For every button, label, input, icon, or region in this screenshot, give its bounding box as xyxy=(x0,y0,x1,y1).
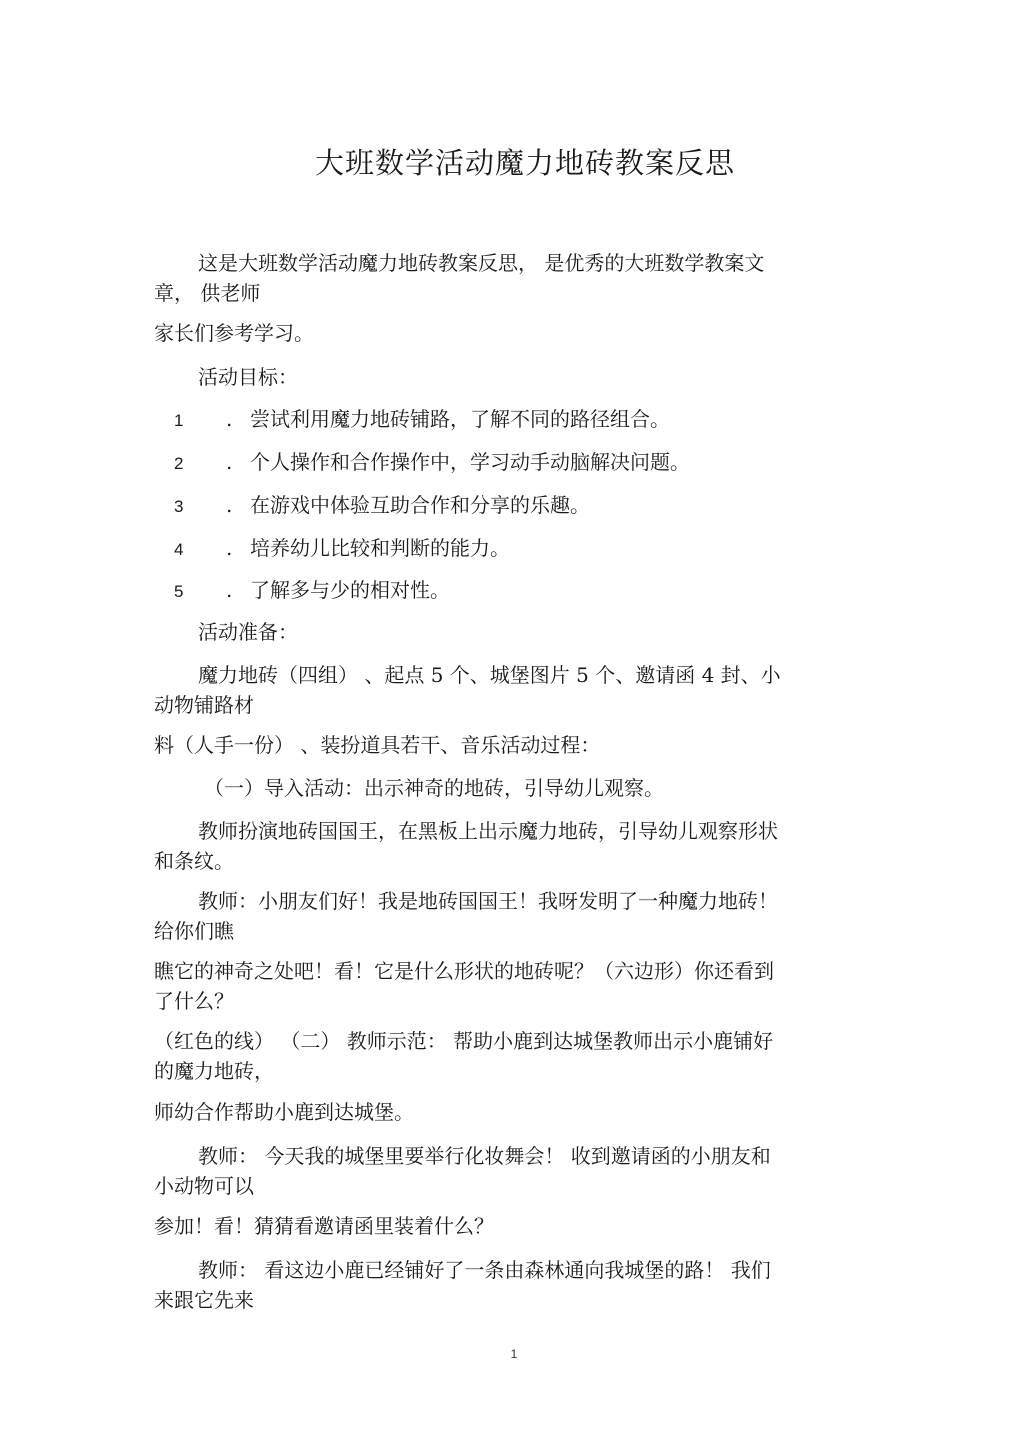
intro-paragraph xyxy=(154,248,834,308)
goal-text: 尝试利用魔力地砖铺路，了解不同的路径组合。 xyxy=(250,407,670,431)
page-title: 大班数学活动魔力地砖教案反思 xyxy=(314,146,735,180)
goal-item xyxy=(154,490,834,522)
goal-separator: . xyxy=(226,407,233,431)
goal-separator: . xyxy=(226,578,233,602)
goal-number: 4 xyxy=(174,540,184,559)
page-number: 1 xyxy=(510,1347,518,1361)
goal-text: 个人操作和合作操作中，学习动手动脑解决问题。 xyxy=(250,450,690,474)
goal-item xyxy=(154,533,834,565)
prep-paragraph xyxy=(154,660,834,720)
goal-item xyxy=(154,404,834,436)
goal-separator: . xyxy=(226,493,233,517)
goal-number: 3 xyxy=(174,497,184,516)
goal-text: 培养幼儿比较和判断的能力。 xyxy=(250,536,510,560)
process-paragraph xyxy=(154,956,834,1016)
process-paragraph xyxy=(154,1026,834,1086)
process-line: 的魔力地砖， xyxy=(154,1059,274,1083)
process-line: 瞧它的神奇之处吧！看！它是什么形状的地砖呢？（六边形）你还看到 xyxy=(154,959,774,983)
prep-line: 动物铺路材 xyxy=(154,693,254,717)
process-line: 和条纹。 xyxy=(154,849,234,873)
process-line: 教师扮演地砖国国王，在黑板上出示魔力地砖，引导幼儿观察形状 xyxy=(198,819,778,843)
process-paragraph xyxy=(154,816,834,876)
process-line: （红色的线） （二） 教师示范： 帮助小鹿到达城堡教师出示小鹿铺好 xyxy=(154,1029,774,1053)
process-paragraph xyxy=(154,886,834,946)
prep-heading: 活动准备： xyxy=(198,620,298,644)
intro-line: 这是大班数学活动魔力地砖教案反思， 是优秀的大班数学教案文 xyxy=(198,251,765,275)
intro-paragraph-continued: 家长们参考学习。 xyxy=(154,321,314,345)
intro-line: 章， 供老师 xyxy=(154,281,261,305)
process-line: 给你们瞧 xyxy=(154,919,234,943)
goal-separator: . xyxy=(226,450,233,474)
prep-line: 魔力地砖（四组） 、起点 5 个、城堡图片 5 个、邀请函 4 封、小 xyxy=(198,663,781,687)
process-line: 教师： 今天我的城堡里要举行化妆舞会！ 收到邀请函的小朋友和 xyxy=(198,1144,771,1168)
prep-paragraph-continued: 料（人手一份） 、装扮道具若干、音乐活动过程： xyxy=(154,733,601,757)
goal-number: 1 xyxy=(174,411,184,430)
goals-heading: 活动目标： xyxy=(198,365,298,389)
goal-text: 了解多与少的相对性。 xyxy=(250,578,450,602)
process-paragraph xyxy=(154,1255,834,1315)
goal-number: 2 xyxy=(174,454,184,473)
process-paragraph: 参加！看！猜猜看邀请函里装着什么？ xyxy=(154,1214,494,1238)
process-line: 来跟它先来 xyxy=(154,1288,254,1312)
goal-item xyxy=(154,447,834,479)
goal-text: 在游戏中体验互助合作和分享的乐趣。 xyxy=(250,493,590,517)
process-paragraph: 师幼合作帮助小鹿到达城堡。 xyxy=(154,1100,414,1124)
process-line: 了什么？ xyxy=(154,989,234,1013)
process-paragraph xyxy=(154,1141,834,1201)
process-line: 小动物可以 xyxy=(154,1174,254,1198)
goal-separator: . xyxy=(226,536,233,560)
process-line: 教师： 看这边小鹿已经铺好了一条由森林通向我城堡的路！ 我们 xyxy=(198,1258,771,1282)
process-step-heading: （一）导入活动：出示神奇的地砖，引导幼儿观察。 xyxy=(204,776,664,800)
goal-number: 5 xyxy=(174,582,184,601)
process-line: 教师：小朋友们好！我是地砖国国王！我呀发明了一种魔力地砖！ xyxy=(198,889,778,913)
goal-item xyxy=(154,575,834,607)
